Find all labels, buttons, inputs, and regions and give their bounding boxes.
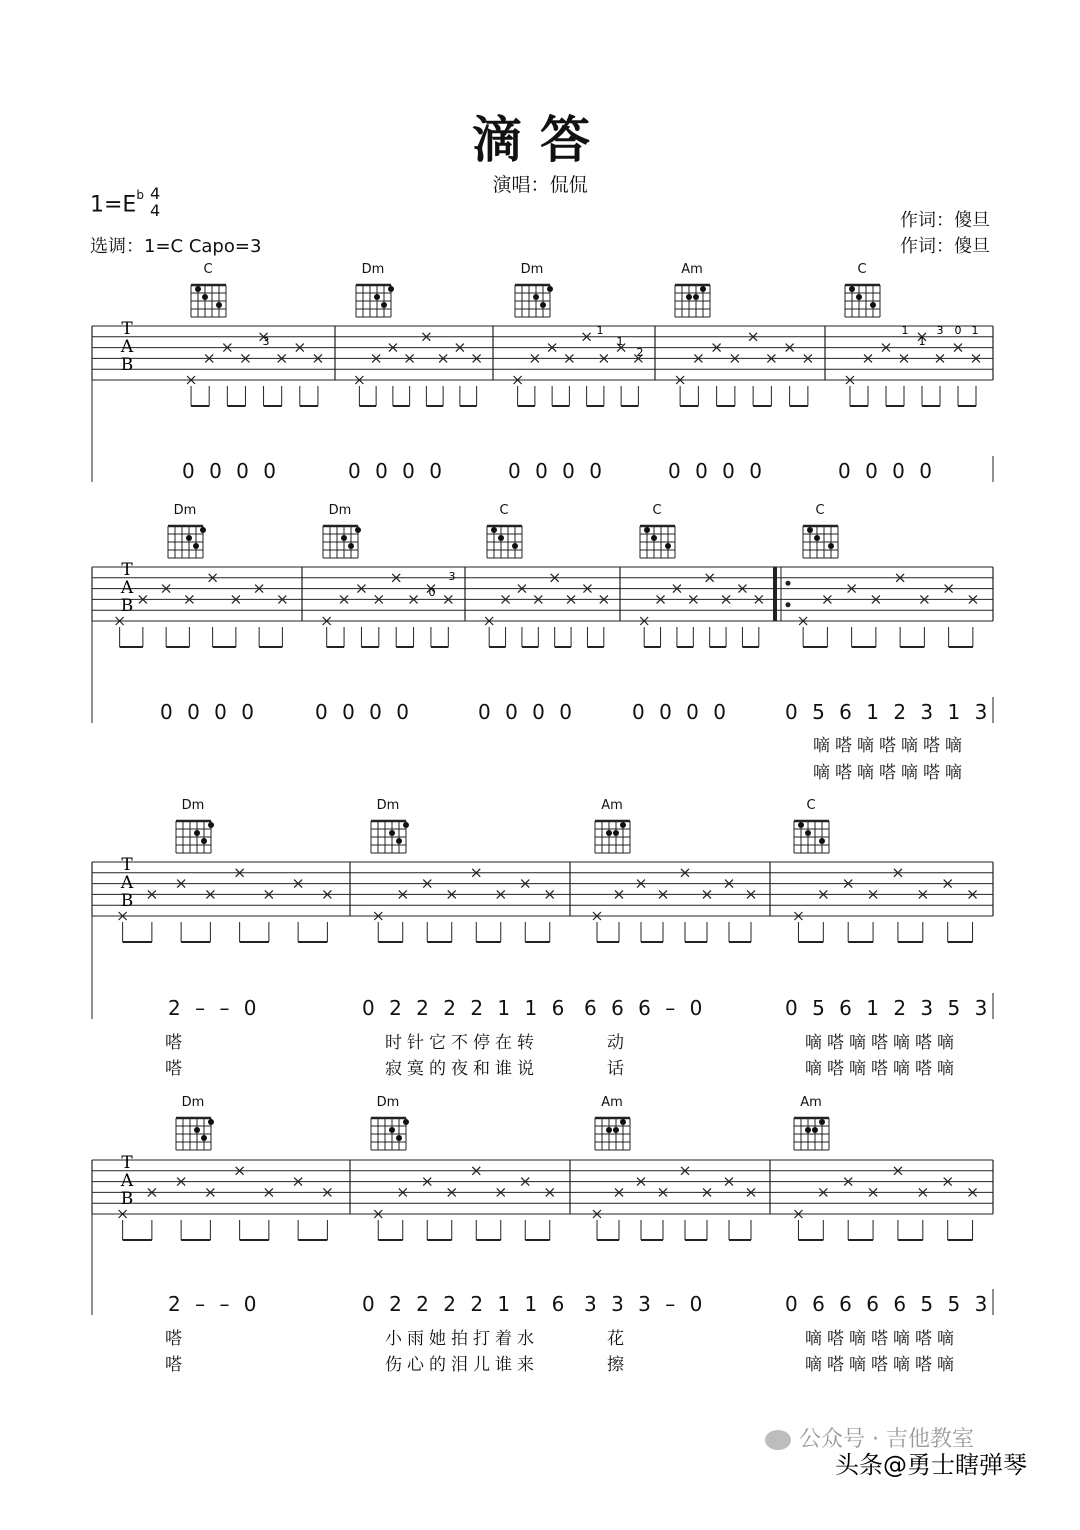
chord-name: Dm: [328, 503, 352, 518]
lyric-line: 嘀嗒嘀嗒嘀嗒嘀: [805, 1059, 959, 1079]
toutiao-watermark: 头条@勇士瞎弹琴: [835, 1451, 1027, 1479]
jianpu-measure: 0 0 0 0: [478, 700, 572, 724]
lyric-line: 嘀嗒嘀嗒嘀嗒嘀: [813, 736, 967, 756]
chord-name: Am: [601, 1095, 623, 1110]
jianpu-measure: 0 0 0 0: [838, 459, 932, 483]
jianpu-measure: 0 0 0 0: [508, 459, 602, 483]
jianpu-measure: 2 – – 0: [168, 996, 257, 1020]
tab-clef-letter: A: [120, 873, 134, 893]
fret-number: 3: [936, 324, 944, 337]
capo-info: 选调：1=C Capo=3: [90, 236, 262, 257]
composer-credit: 作词：傻旦: [900, 236, 990, 257]
lyric-line: 嘀嗒嘀嗒嘀嗒嘀: [813, 763, 967, 783]
fret-number: 1: [918, 335, 926, 348]
fret-number: 2: [636, 346, 644, 359]
fret-number: 1: [971, 324, 979, 337]
lyric-line: 嗒: [165, 1355, 187, 1375]
jianpu-measure: 0 0 0 0: [668, 459, 762, 483]
jianpu-measure: 0 5 6 1 2 3 1 3: [785, 700, 988, 724]
lyric-line: 时针它不停在转: [385, 1033, 539, 1053]
lyric-line: 嘀嗒嘀嗒嘀嗒嘀: [805, 1033, 959, 1053]
repeat-dot: [786, 581, 791, 586]
lyric-line: 话: [607, 1059, 629, 1079]
chord-name: Am: [800, 1095, 822, 1110]
lyric-line: 嗒: [165, 1033, 187, 1053]
tab-clef-letter: T: [121, 1153, 133, 1173]
tab-system: [92, 1153, 993, 1315]
time-signature: 4 4: [150, 184, 161, 220]
tab-system: [92, 560, 993, 723]
song-title: 滴答: [472, 111, 608, 169]
chord-name: Dm: [376, 798, 400, 813]
jianpu-measure: 0 2 2 2 2 1 1 6: [362, 1292, 565, 1316]
fret-number: 0: [954, 324, 962, 337]
jianpu-measure: 3 3 3 – 0: [584, 1292, 703, 1316]
chord-name: C: [203, 262, 213, 277]
chord-name: C: [652, 503, 662, 518]
tab-clef-letter: T: [121, 855, 133, 875]
repeat-dot: [786, 602, 791, 607]
lyric-line: 嘀嗒嘀嗒嘀嗒嘀: [805, 1329, 959, 1349]
lyric-line: 动: [607, 1033, 629, 1053]
tab-system: [92, 855, 993, 1019]
lyric-line: 伤心的泪儿谁来: [385, 1355, 539, 1375]
chord-name: C: [806, 798, 816, 813]
fret-number: 3: [448, 570, 456, 583]
lyric-line: 寂寞的夜和谁说: [385, 1059, 539, 1079]
lyric-line: 嗒: [165, 1329, 187, 1349]
tab-clef-letter: B: [120, 1189, 134, 1209]
jianpu-measure: 2 – – 0: [168, 1292, 257, 1316]
key-signature: $1=E^b$: [90, 188, 144, 218]
tab-clef-letter: T: [121, 319, 133, 339]
fret-number: 1: [901, 324, 909, 337]
tab-clef-letter: B: [120, 891, 134, 911]
chord-name: C: [815, 503, 825, 518]
jianpu-measure: 0 5 6 1 2 3 5 3: [785, 996, 988, 1020]
tab-clef-letter: T: [121, 560, 133, 580]
tab-clef-letter: B: [120, 355, 134, 375]
fret-number: 1: [596, 324, 604, 337]
tab-clef-letter: A: [120, 1171, 134, 1191]
lyric-line: 嘀嗒嘀嗒嘀嗒嘀: [805, 1355, 959, 1375]
fret-number: 0: [428, 586, 436, 599]
jianpu-measure: 0 2 2 2 2 1 1 6: [362, 996, 565, 1020]
singer-credit: 演唱：侃侃: [492, 174, 588, 196]
chord-name: Dm: [181, 798, 205, 813]
tab-clef-letter: A: [120, 337, 134, 357]
chord-name: Dm: [173, 503, 197, 518]
tab-clef-letter: A: [120, 578, 134, 598]
fret-number: 1: [616, 335, 624, 348]
lyric-line: 擦: [607, 1355, 629, 1375]
jianpu-measure: 0 6 6 6 6 5 5 3: [785, 1292, 988, 1316]
lyric-line: 小雨她拍打着水: [385, 1329, 539, 1349]
lyric-line: 嗒: [165, 1059, 187, 1079]
lyricist-credit: 作词：傻旦: [900, 210, 990, 231]
chord-name: Dm: [181, 1095, 205, 1110]
jianpu-measure: 0 0 0 0: [160, 700, 254, 724]
jianpu-measure: 0 0 0 0: [348, 459, 442, 483]
chord-name: Dm: [361, 262, 385, 277]
chord-name: Dm: [376, 1095, 400, 1110]
lyric-line: 花: [607, 1329, 629, 1349]
chord-name: Am: [681, 262, 703, 277]
chord-name: Am: [601, 798, 623, 813]
tab-clef-letter: B: [120, 596, 134, 616]
chord-name: Dm: [520, 262, 544, 277]
fret-number: 3: [262, 335, 270, 348]
tab-system: [92, 319, 993, 482]
jianpu-measure: 0 0 0 0: [632, 700, 726, 724]
chord-name: C: [857, 262, 867, 277]
wechat-icon: [765, 1430, 791, 1450]
chord-name: C: [499, 503, 509, 518]
wechat-watermark: 公众号 · 吉他教室: [765, 1422, 974, 1453]
jianpu-measure: 6 6 6 – 0: [584, 996, 703, 1020]
jianpu-measure: 0 0 0 0: [315, 700, 409, 724]
jianpu-measure: 0 0 0 0: [182, 459, 276, 483]
